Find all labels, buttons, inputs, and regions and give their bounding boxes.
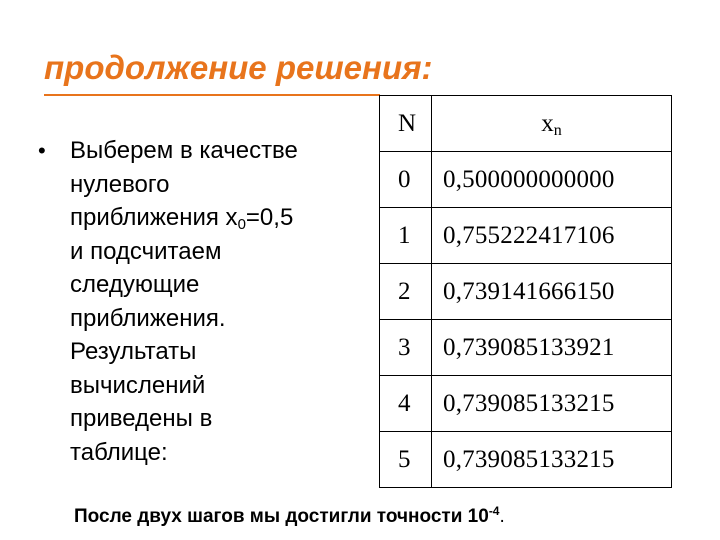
cell-x: 0,739085133921	[432, 320, 672, 376]
table-row	[380, 376, 672, 432]
table-row	[380, 264, 672, 320]
cell-n: 3	[380, 320, 432, 376]
bullet-line: нулевого	[70, 170, 170, 198]
bullet-line: Результаты	[70, 338, 197, 365]
bullet-line: приведены в	[70, 405, 213, 432]
bullet-line: вычислений	[70, 371, 206, 399]
header-x-symbol: x	[541, 109, 554, 137]
cell-x: 0,500000000000	[432, 152, 672, 208]
table-row	[380, 432, 672, 488]
cell-x: 0,755222417106	[432, 208, 672, 264]
title-underline	[44, 94, 380, 96]
header-x	[432, 96, 672, 152]
cell-n: 4	[380, 376, 432, 432]
cell-x: 0,739085133215	[432, 432, 672, 488]
table-row	[380, 208, 672, 264]
table-row	[380, 320, 672, 376]
cell-x: 0,739085133215	[432, 376, 672, 432]
footer-exponent: -4	[488, 504, 500, 518]
bullet-line: и подсчитаем	[70, 237, 222, 265]
bullet-point	[38, 134, 358, 469]
footer-note	[74, 504, 505, 530]
bullet-line: приближения.	[70, 304, 226, 332]
cell-n: 5	[380, 432, 432, 488]
bullet-line-formula	[70, 201, 358, 235]
cell-n: 0	[380, 152, 432, 208]
bullet-marker: •	[38, 138, 46, 163]
x-value: =0,5	[245, 204, 294, 231]
header-x-subscript: n	[553, 121, 562, 139]
bullet-line: таблице:	[70, 438, 168, 466]
bullet-line: Выберем в качестве	[70, 137, 298, 164]
bullet-text	[70, 134, 358, 469]
slide-title: продолжение решения:	[44, 49, 433, 86]
header-n: N	[380, 96, 432, 152]
cell-x: 0,739141666150	[432, 264, 672, 320]
iterations-table	[379, 95, 672, 488]
footer-period: .	[499, 506, 505, 527]
cell-n: 2	[380, 264, 432, 320]
bullet-line: следующие	[70, 271, 200, 298]
x-subscript: 0	[237, 216, 246, 233]
bullet-line-text: приближения x	[70, 204, 238, 231]
footer-text: После двух шагов мы достигли точности 10	[74, 506, 489, 527]
table-row	[380, 152, 672, 208]
cell-n: 1	[380, 208, 432, 264]
table-header-row	[380, 96, 672, 152]
